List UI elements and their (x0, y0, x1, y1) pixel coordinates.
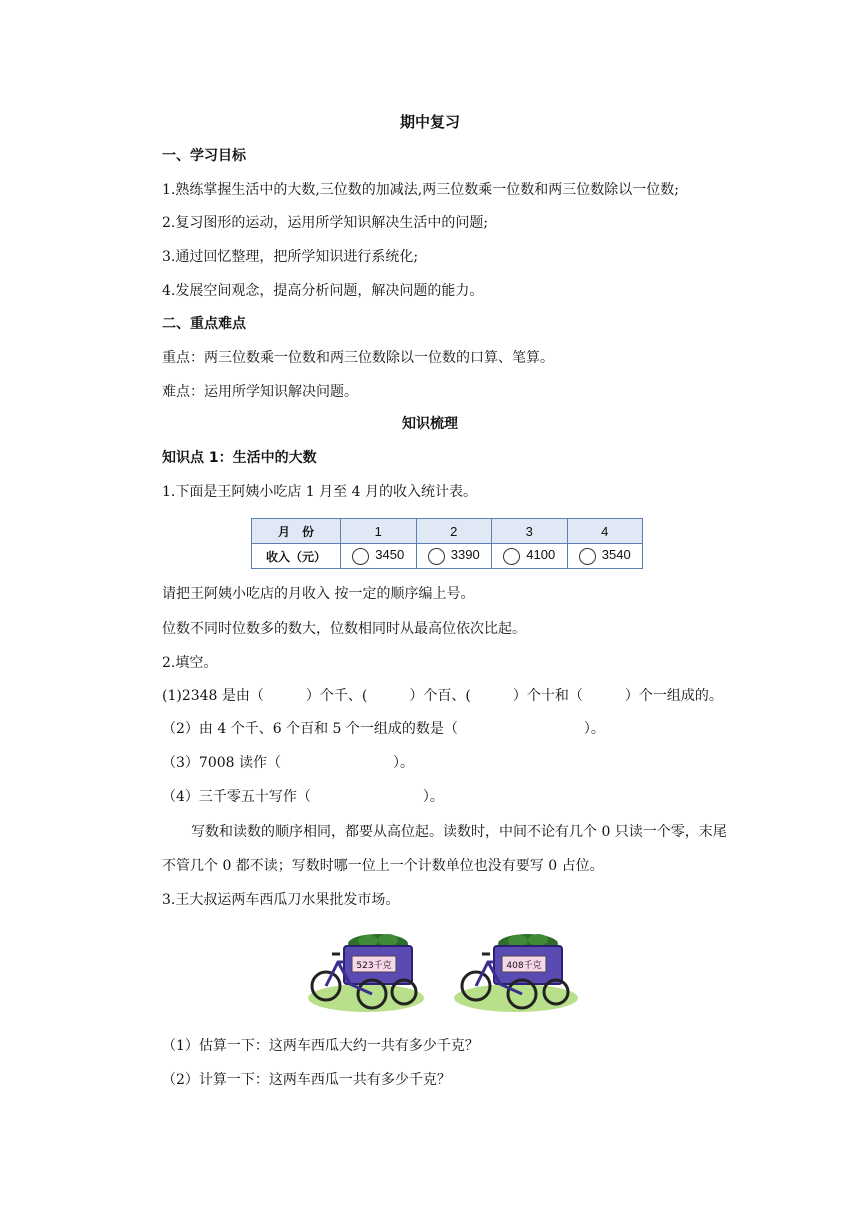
goal-item-4: 4.发展空间观念，提高分析问题，解决问题的能力。 (162, 283, 484, 299)
q3-1: （1）估算一下：这两车西瓜大约一共有多少千克？ (162, 1038, 479, 1054)
section1-heading: 一、学习目标 (162, 148, 246, 164)
income-value: 3450 (375, 547, 405, 563)
review-title: 知识梳理 (402, 416, 458, 432)
difficult-point: 难点：运用所学知识解决问题。 (162, 384, 358, 400)
income-value: 3540 (601, 547, 631, 563)
month-cell: 4 (567, 519, 643, 544)
q1-task: 请把王阿姨小吃店的月收入 按一定的顺序编上号。 (162, 586, 475, 602)
order-circle[interactable] (428, 548, 445, 565)
month-row (252, 519, 643, 544)
month-cell: 1 (341, 519, 417, 544)
income-value: 4100 (526, 547, 556, 563)
income-value: 3390 (450, 547, 480, 563)
rule-line-2: 不管几个 0 都不读；写数时哪一位上一个计数单位也没有要写 0 占位。 (162, 858, 604, 874)
q2-text: 2.填空。 (162, 655, 218, 671)
income-label: 收入（元） (252, 544, 341, 569)
income-cell (492, 544, 568, 569)
goal-item-3: 3.通过回忆整理，把所学知识进行系统化; (162, 249, 419, 265)
q2-3: （3）7008 读作（ ）。 (162, 755, 414, 771)
bike2-weight-label: 408千克 (506, 961, 542, 971)
q2-4: （4）三千零五十写作（ ）。 (162, 789, 444, 805)
section2-heading: 二、重点难点 (162, 316, 246, 332)
q1-text: 1.下面是王阿姨小吃店 1 月至 4 月的收入统计表。 (162, 484, 477, 500)
income-table (251, 518, 643, 569)
watermelon-tricycle-1 (306, 932, 426, 1014)
rule-line-1: 写数和读数的顺序相同，都要从高位起。读数时，中间不论有几个 0 只读一个零，末尾 (191, 824, 727, 840)
bike1-weight-label: 523千克 (356, 961, 392, 971)
watermelon-tricycle-2 (452, 932, 580, 1014)
month-cell: 2 (416, 519, 492, 544)
income-cell (341, 544, 417, 569)
q3-2: （2）计算一下：这两车西瓜一共有多少千克？ (162, 1072, 451, 1088)
month-label: 月 份 (252, 519, 341, 544)
order-circle[interactable] (579, 548, 596, 565)
q3-text: 3.王大叔运两车西瓜刀水果批发市场。 (162, 892, 400, 908)
kp1-heading: 知识点 1：生活中的大数 (162, 450, 317, 466)
key-point: 重点：两三位数乘一位数和两三位数除以一位数的口算、笔算。 (162, 350, 554, 366)
income-row (252, 544, 643, 569)
income-cell (567, 544, 643, 569)
goal-item-1: 1.熟练掌握生活中的大数,三位数的加减法,两三位数乘一位数和两三位数除以一位数; (162, 182, 679, 198)
q1-tip: 位数不同时位数多的数大，位数相同时从最高位依次比起。 (162, 621, 526, 637)
q2-2: （2）由 4 个千、6 个百和 5 个一组成的数是（ ）。 (162, 721, 605, 737)
page-title: 期中复习 (399, 113, 460, 131)
q2-1: (1)2348 是由（ ）个千、( ）个百、( ）个十和（ ）个一组成的。 (162, 688, 723, 704)
month-cell: 3 (492, 519, 568, 544)
order-circle[interactable] (352, 548, 369, 565)
goal-item-2: 2.复习图形的运动，运用所学知识解决生活中的问题; (162, 215, 489, 231)
income-cell (416, 544, 492, 569)
order-circle[interactable] (503, 548, 520, 565)
